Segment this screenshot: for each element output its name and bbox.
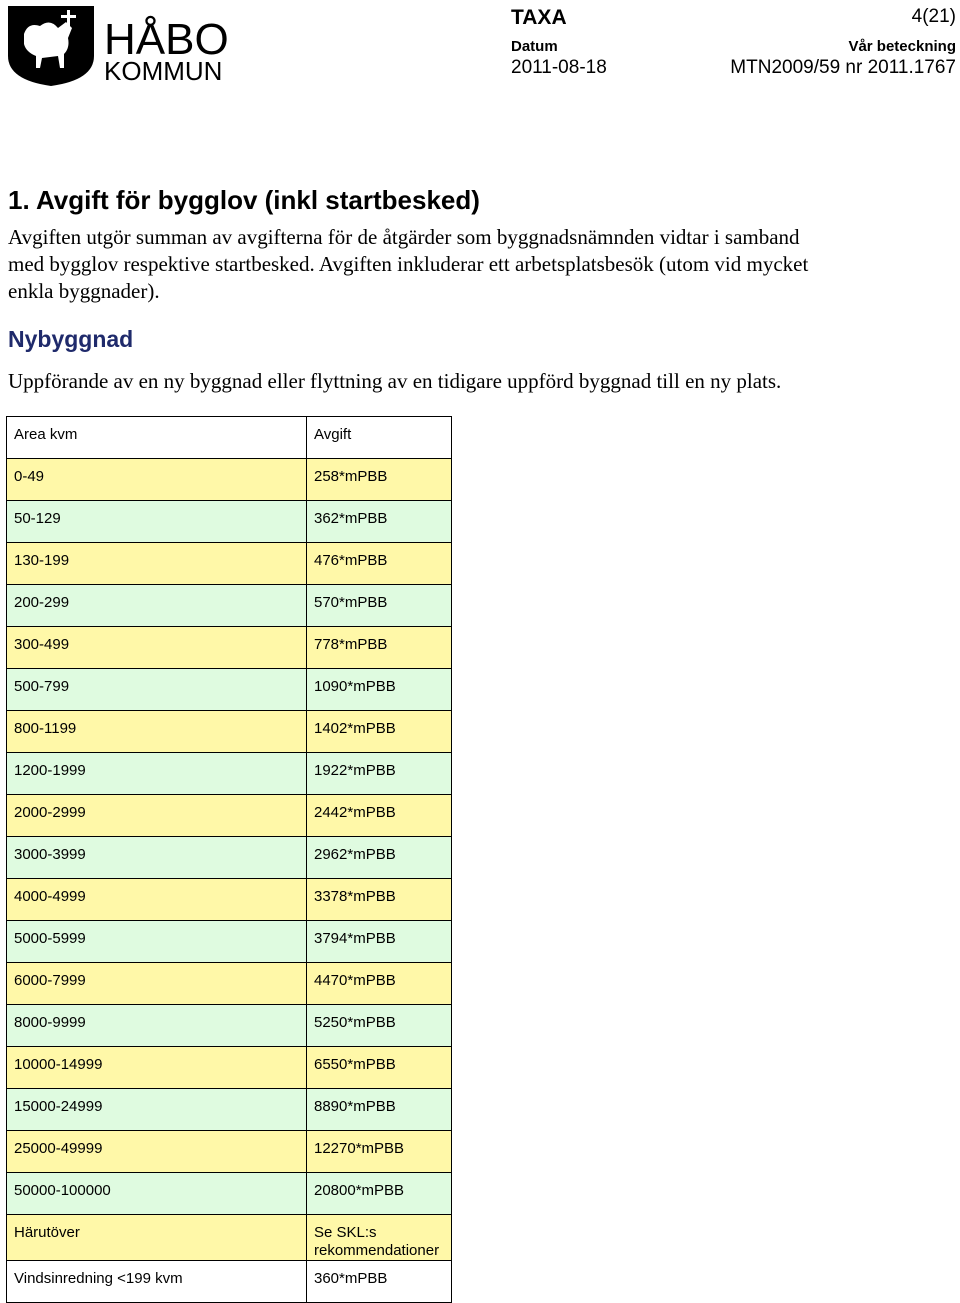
cell-area: 5000-5999 <box>7 921 307 963</box>
cell-fee: 4470*mPBB <box>307 963 452 1005</box>
subheading-nybyggnad: Nybyggnad <box>8 326 134 352</box>
cell-fee: 476*mPBB <box>307 543 452 585</box>
table-row <box>7 1047 452 1089</box>
ref-value: MTN2009/59 nr 2011.1767 <box>730 57 956 78</box>
ref-label: Vår beteckning <box>848 38 956 55</box>
page-number: 4(21) <box>911 6 956 27</box>
cell-fee: 1090*mPBB <box>307 669 452 711</box>
cell-area: 2000-2999 <box>7 795 307 837</box>
cell-area: 6000-7999 <box>7 963 307 1005</box>
cell-area: 8000-9999 <box>7 1005 307 1047</box>
table-row <box>7 627 452 669</box>
cell-area: 0-49 <box>7 459 307 501</box>
table-row <box>7 501 452 543</box>
cell-fee: 8890*mPBB <box>307 1089 452 1131</box>
header-area: Area kvm <box>7 417 307 459</box>
cell-area: 800-1199 <box>7 711 307 753</box>
cell-fee: 360*mPBB <box>307 1261 452 1303</box>
fee-table <box>6 416 452 1303</box>
cell-fee: 362*mPBB <box>307 501 452 543</box>
cell-fee: 258*mPBB <box>307 459 452 501</box>
cell-fee: 5250*mPBB <box>307 1005 452 1047</box>
cell-area: 25000-49999 <box>7 1131 307 1173</box>
cell-fee: 12270*mPBB <box>307 1131 452 1173</box>
cell-fee: 570*mPBB <box>307 585 452 627</box>
cell-fee: Se SKL:s rekommendationer <box>307 1215 452 1261</box>
cell-area: 50000-100000 <box>7 1173 307 1215</box>
table-header-row <box>7 417 452 459</box>
table-row <box>7 585 452 627</box>
cell-fee: 6550*mPBB <box>307 1047 452 1089</box>
section-heading: 1. Avgift för bygglov (inkl startbesked) <box>8 185 480 215</box>
habo-kommun-logo <box>6 4 246 84</box>
table-row <box>7 963 452 1005</box>
table-row <box>7 879 452 921</box>
cell-area: 4000-4999 <box>7 879 307 921</box>
cell-fee: 3794*mPBB <box>307 921 452 963</box>
shield-lamb-icon <box>6 4 246 86</box>
cell-fee: 3378*mPBB <box>307 879 452 921</box>
cell-area: 130-199 <box>7 543 307 585</box>
cell-area: Härutöver <box>7 1215 307 1261</box>
logo-text-kommun: KOMMUN <box>104 56 223 86</box>
table-row <box>7 1261 452 1303</box>
cell-area: 3000-3999 <box>7 837 307 879</box>
header-fee: Avgift <box>307 417 452 459</box>
table-row <box>7 459 452 501</box>
table-row <box>7 1131 452 1173</box>
cell-area: 200-299 <box>7 585 307 627</box>
cell-area: 15000-24999 <box>7 1089 307 1131</box>
intro-line-3: enkla byggnader). <box>8 279 160 303</box>
table-row <box>7 543 452 585</box>
cell-area: 300-499 <box>7 627 307 669</box>
cell-fee: 778*mPBB <box>307 627 452 669</box>
date-label: Datum <box>511 38 558 55</box>
table-row <box>7 1173 452 1215</box>
subheading-description: Uppförande av en ny byggnad eller flyttning av en tidigare uppförd byggnad till en ny plats. <box>8 369 782 393</box>
table-row <box>7 1005 452 1047</box>
cell-area: 500-799 <box>7 669 307 711</box>
cell-fee: 20800*mPBB <box>307 1173 452 1215</box>
date-value: 2011-08-18 <box>511 57 607 78</box>
cell-area: Vindsinredning <199 kvm <box>7 1261 307 1303</box>
table-row <box>7 1089 452 1131</box>
table-row <box>7 753 452 795</box>
cell-fee: 2962*mPBB <box>307 837 452 879</box>
doc-type: TAXA <box>511 6 567 29</box>
cell-area: 50-129 <box>7 501 307 543</box>
table-row <box>7 1215 452 1261</box>
table-row <box>7 837 452 879</box>
cell-fee: 1922*mPBB <box>307 753 452 795</box>
logo-text-habo: HÅBO <box>104 15 229 64</box>
cell-fee: 2442*mPBB <box>307 795 452 837</box>
intro-line-1: Avgiften utgör summan av avgifterna för de åtgärder som byggnadsnämnden vidtar i samband <box>8 225 800 249</box>
cell-area: 10000-14999 <box>7 1047 307 1089</box>
table-row <box>7 921 452 963</box>
cell-area: 1200-1999 <box>7 753 307 795</box>
table-row <box>7 669 452 711</box>
cell-fee: 1402*mPBB <box>307 711 452 753</box>
table-row <box>7 795 452 837</box>
intro-line-2: med bygglov respektive startbesked. Avgiften inkluderar ett arbetsplatsbesök (utom vid mycket <box>8 252 809 276</box>
table-row <box>7 711 452 753</box>
